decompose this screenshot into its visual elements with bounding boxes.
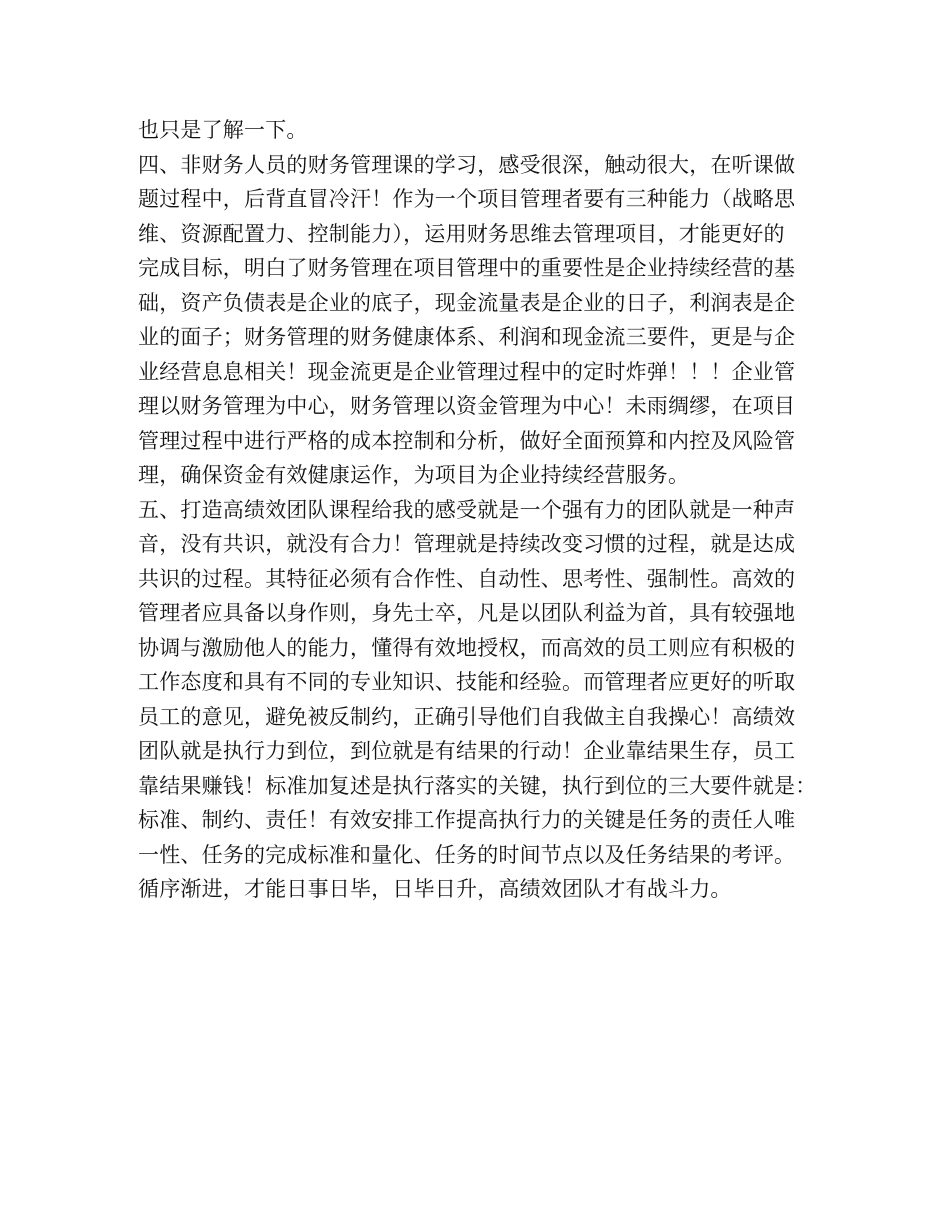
text-line: 协调与激励他人的能力，懂得有效地授权，而高效的员工则应有积极的 [138,635,796,660]
text-line: 靠结果赚钱！标准加复述是执行落实的关键，执行到位的三大要件就是： [138,773,817,798]
text-line: 团队就是执行力到位，到位就是有结果的行动！企业靠结果生存，员工 [138,739,796,763]
text-line: 四、非财务人员的财务管理课的学习，感受很深，触动很大，在听课做 [138,152,796,177]
text-line: 理以财务管理为中心，财务管理以资金管理为中心！未雨绸缪，在项目 [138,394,796,418]
text-line: 也只是了解一下。 [138,118,308,142]
text-line: 音，没有共识，就没有合力！管理就是持续改变习惯的过程，就是达成 [138,532,796,556]
text-line: 员工的意见，避免被反制约，正确引导他们自我做主自我操心！高绩效 [138,704,796,729]
text-line: 循序渐进，才能日事日毕，日毕日升，高绩效团队才有战斗力。 [138,877,732,901]
document-body [138,113,828,907]
text-line: 理，确保资金有效健康运作，为项目为企业持续经营服务。 [138,463,690,487]
text-line: 工作态度和具有不同的专业知识、技能和经验。而管理者应更好的听取 [138,670,796,694]
text-line: 维、资源配置力、控制能力），运用财务思维去管理项目，才能更好的 [138,221,785,246]
text-line: 完成目标，明白了财务管理在项目管理中的重要性是企业持续经营的基 [138,256,796,280]
text-line: 一性、任务的完成标准和量化、任务的时间节点以及任务结果的考评。 [138,842,796,867]
text-line: 管理者应具备以身作则，身先士卒，凡是以团队利益为首，具有较强地 [138,601,796,625]
text-line: 五、打造高绩效团队课程给我的感受就是一个强有力的团队就是一种声 [138,497,796,522]
text-line: 业的面子；财务管理的财务健康体系、利润和现金流三要件，更是与企 [138,325,796,349]
text-line: 管理过程中进行严格的成本控制和分析，做好全面预算和内控及风险管 [138,428,796,453]
text-line: 题过程中，后背直冒冷汗！作为一个项目管理者要有三种能力（战略思 [138,187,796,211]
text-line: 标准、制约、责任！有效安排工作提高执行力的关键是任务的责任人唯 [138,808,796,832]
text-line: 础，资产负债表是企业的底子，现金流量表是企业的日子，利润表是企 [138,290,796,315]
text-line: 业经营息息相关！现金流更是企业管理过程中的定时炸弹！！！企业管 [138,359,796,384]
text-line: 共识的过程。其特征必须有合作性、自动性、思考性、强制性。高效的 [138,566,796,591]
